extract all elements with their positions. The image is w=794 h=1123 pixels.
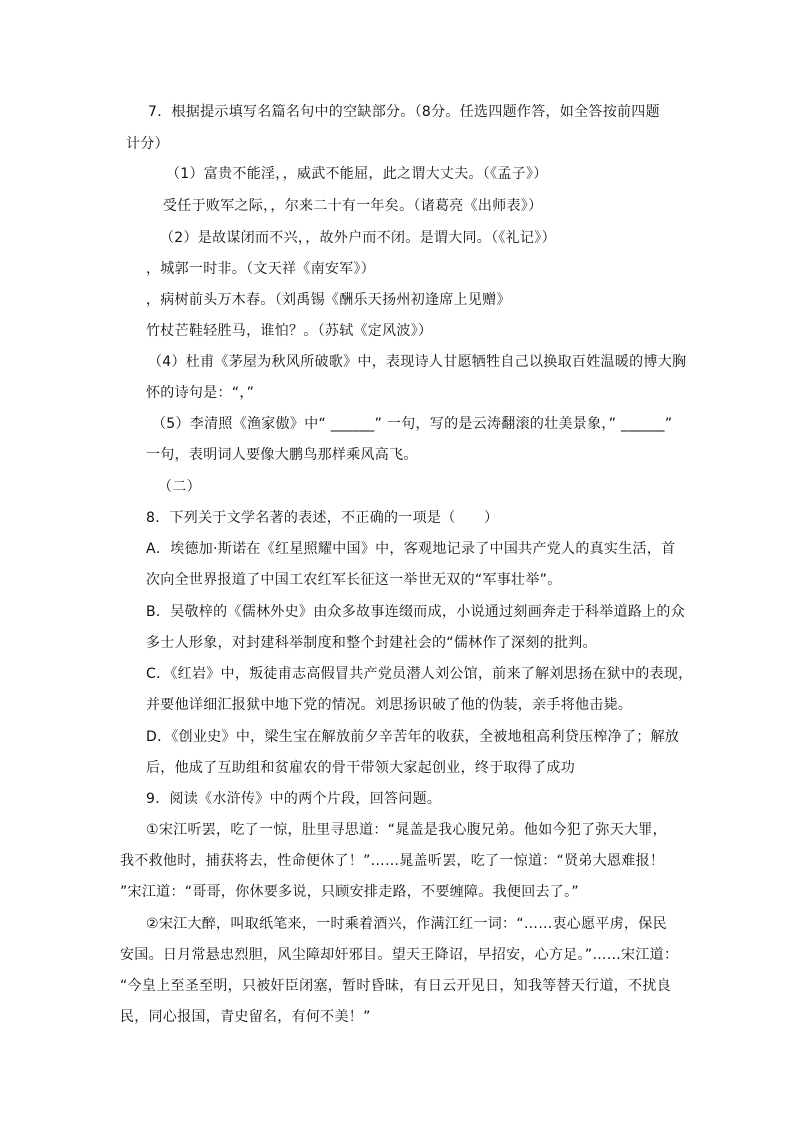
q9-passage-1-cont: 我不救他时，捕获将去，性命便休了！”……晁盖听罢，吃了一惊道：“贤弟大恩难报！	[120, 853, 665, 869]
q7-item-4a: （4）杜甫《茅屋为秋风所破歌》中，表现诗人甘愿牺牲自己以换取百姓温暖的博大胸	[148, 354, 687, 370]
q7-item-3a: ，病树前头万木春。（刘禹锡《酬乐天扬州初逢席上见赠》	[146, 292, 511, 308]
q8-option-b-cont: 多士人形象，对封建科举制度和整个封建社会的“儒林作了深刻的批判。	[146, 635, 597, 651]
q7-item-1a: （1）富贵不能淫，，威武不能屈，此之谓大丈夫。（《孟子》）	[166, 166, 548, 182]
q7-item-4b: 怀的诗句是：“，”	[146, 385, 255, 401]
q8-option-a: A．埃德加·斯诺在《红星照耀中国》中，客观地记录了中国共产党人的真实生活，首	[146, 541, 676, 557]
q8-option-d: D．《创业史》中，梁生宝在解放前夕辛苦年的收获，全被地租高利贷压榨净了；解放	[146, 729, 680, 745]
q9-passage-2-cont: 安国。日月常悬忠烈胆，风尘障却奸邪目。望天王降诏，早招安，心方足。”……宋江道：	[120, 947, 679, 963]
q7-item-3b: 竹杖芒鞋轻胜马，谁怕？。（苏轼《定风波》）	[146, 323, 433, 339]
q7-item-1b: 受任于败军之际，，尔来二十有一年矣。（诸葛亮《出师表》）	[163, 198, 543, 214]
q9-passage-2-cont2: “今皇上至圣至明，只被奸臣闭塞，暂时昏昧，有日云开见日，知我等替天行道，不扰良	[120, 978, 671, 994]
section-heading: （二）	[158, 479, 201, 495]
q9-stem: 9．阅读《水浒传》中的两个片段，回答问题。	[146, 791, 442, 807]
q8-option-c: C．《红岩》中，叛徒甫志高假冒共产党员潜人刘公馆，前来了解刘思扬在狱中的表现，	[146, 666, 693, 682]
q7-item-2b: ，城郭一时非。（文天祥《南安军》）	[146, 261, 376, 277]
q8-option-b: B．吴敬梓的《儒林外史》由众多故事连缀而成，小说通过刻画奔走于科举道路上的众	[146, 604, 686, 620]
q9-passage-2-end: 民，同心报国，青史留名，有何不美！”	[120, 1009, 371, 1025]
q7-item-2a: （2）是故谋闭而不兴，，故外户而不闭。是谓大同。（《礼记》）	[160, 230, 556, 246]
q8-stem: 8．下列关于文学名著的表述，不正确的一项是（ ）	[146, 510, 499, 526]
q7-item-5a: （5）李清照《渔家傲》中“ ______” 一句，写的是云涛翻滚的壮美景象，” ______”	[152, 416, 673, 432]
q7-intro: 7．根据提示填写名篇名句中的空缺部分。（8分。任选四题作答，如全答按前四题	[148, 104, 660, 120]
q9-passage-1-end: ”宋江道：“哥哥，你休要多说，只顾安排走路，不要缠障。我便回去了。”	[120, 884, 579, 900]
q8-option-c-cont: 并要他详细汇报狱中地下党的情况。刘思扬识破了他的伪装，亲手将他击毙。	[146, 697, 633, 713]
q7-item-5b: 一句，表明词人要像大鹏鸟那样乘风高飞。	[146, 447, 418, 463]
q9-passage-1: ①宋江听罢，吃了一惊，肚里寻思道：“晁盖是我心腹兄弟。他如今犯了弥天大罪，	[146, 822, 667, 838]
q9-passage-2: ②宋江大醉，叫取纸笔来，一时乘着酒兴，作满江红一词：“……衷心愿平虏，保民	[146, 916, 667, 932]
q8-option-d-cont: 后，他成了互助组和贫雇农的骨干带领大家起创业，终于取得了成功	[146, 760, 575, 776]
q7-intro-cont: 计分）	[126, 136, 169, 152]
q8-option-a-cont: 次向全世界报道了中国工农红军长征这一举世无双的“军事壮举”。	[146, 572, 562, 588]
